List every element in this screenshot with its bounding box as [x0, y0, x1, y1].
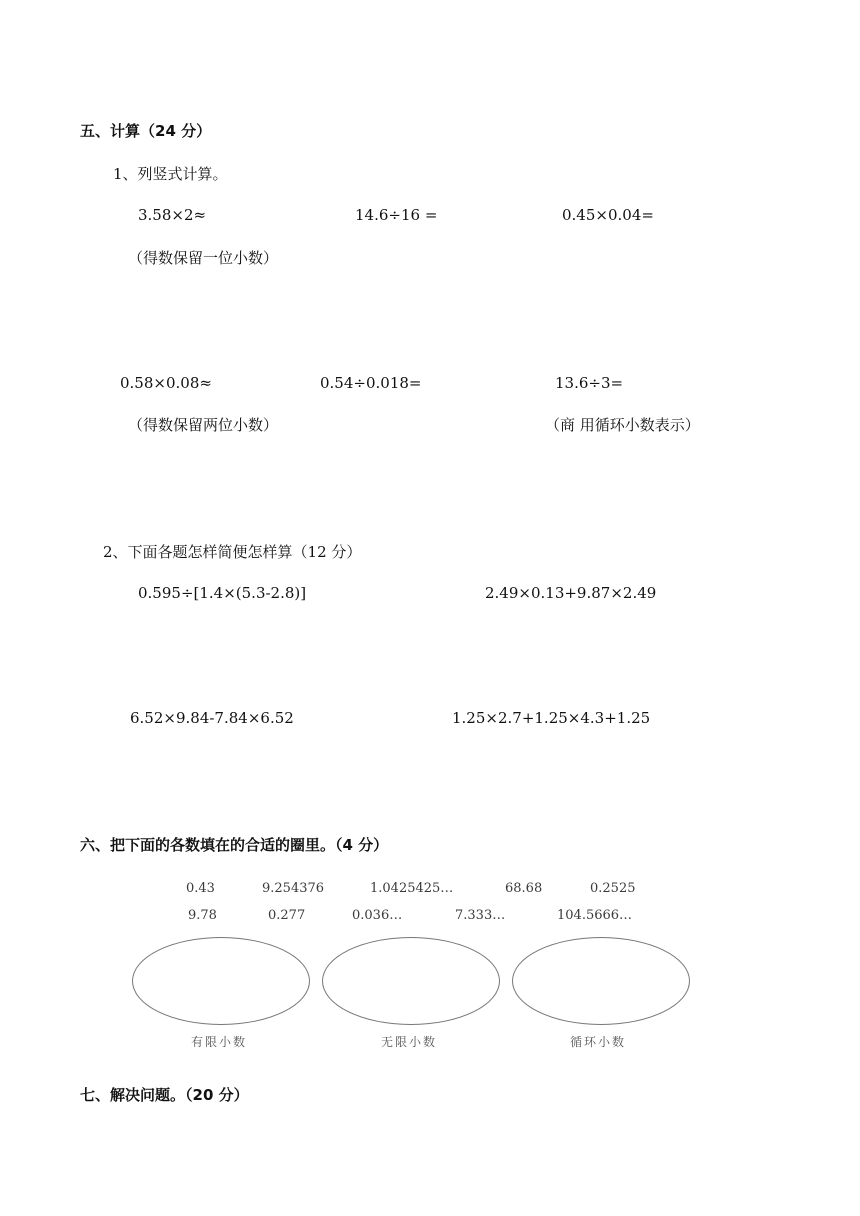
number-item: 1.0425425…: [370, 881, 454, 896]
problem-2-4: 1.25×2.7+1.25×4.3+1.25: [452, 709, 651, 727]
problem-1-2: 14.6÷16 =: [355, 206, 438, 224]
problem-1-6: 13.6÷3=: [555, 374, 624, 392]
number-item: 9.254376: [262, 881, 325, 896]
problem-1-4: 0.58×0.08≈: [120, 374, 212, 392]
problem-2-3: 6.52×9.84-7.84×6.52: [130, 709, 294, 727]
problem-1-6-note: （商 用循环小数表示）: [545, 416, 700, 434]
question-1-title: 1、列竖式计算。: [113, 165, 228, 183]
repeating-decimal-circle[interactable]: [512, 937, 690, 1025]
number-item: 0.036…: [352, 908, 403, 923]
problem-2-1: 0.595÷[1.4×(5.3-2.8)]: [138, 584, 307, 602]
infinite-decimal-label: 无限小数: [381, 1035, 438, 1049]
decimal-classification-figure: [120, 875, 710, 1060]
section-6-title: 六、把下面的各数填在的合适的圈里。（4 分）: [80, 836, 389, 854]
question-2-title: 2、下面各题怎样简便怎样算（12 分）: [103, 543, 362, 561]
number-item: 0.277: [268, 908, 306, 923]
finite-decimal-label: 有限小数: [191, 1035, 248, 1049]
problem-1-5: 0.54÷0.018=: [320, 374, 422, 392]
section-5-title: 五、计算（24 分）: [80, 122, 212, 140]
finite-decimal-circle[interactable]: [132, 937, 310, 1025]
infinite-decimal-circle[interactable]: [322, 937, 500, 1025]
repeating-decimal-label: 循环小数: [570, 1035, 627, 1049]
number-item: 104.5666…: [557, 908, 633, 923]
number-item: 9.78: [188, 908, 217, 923]
problem-1-1: 3.58×2≈: [138, 206, 207, 224]
number-item: 7.333…: [455, 908, 506, 923]
problem-1-4-note: （得数保留两位小数）: [128, 416, 279, 434]
problem-1-1-note: （得数保留一位小数）: [128, 249, 279, 267]
problem-1-3: 0.45×0.04=: [562, 206, 654, 224]
number-item: 68.68: [505, 881, 543, 896]
problem-2-2: 2.49×0.13+9.87×2.49: [485, 584, 657, 602]
number-item: 0.2525: [590, 881, 636, 896]
section-7-title: 七、解决问题。（20 分）: [80, 1086, 249, 1104]
number-item: 0.43: [186, 881, 215, 896]
